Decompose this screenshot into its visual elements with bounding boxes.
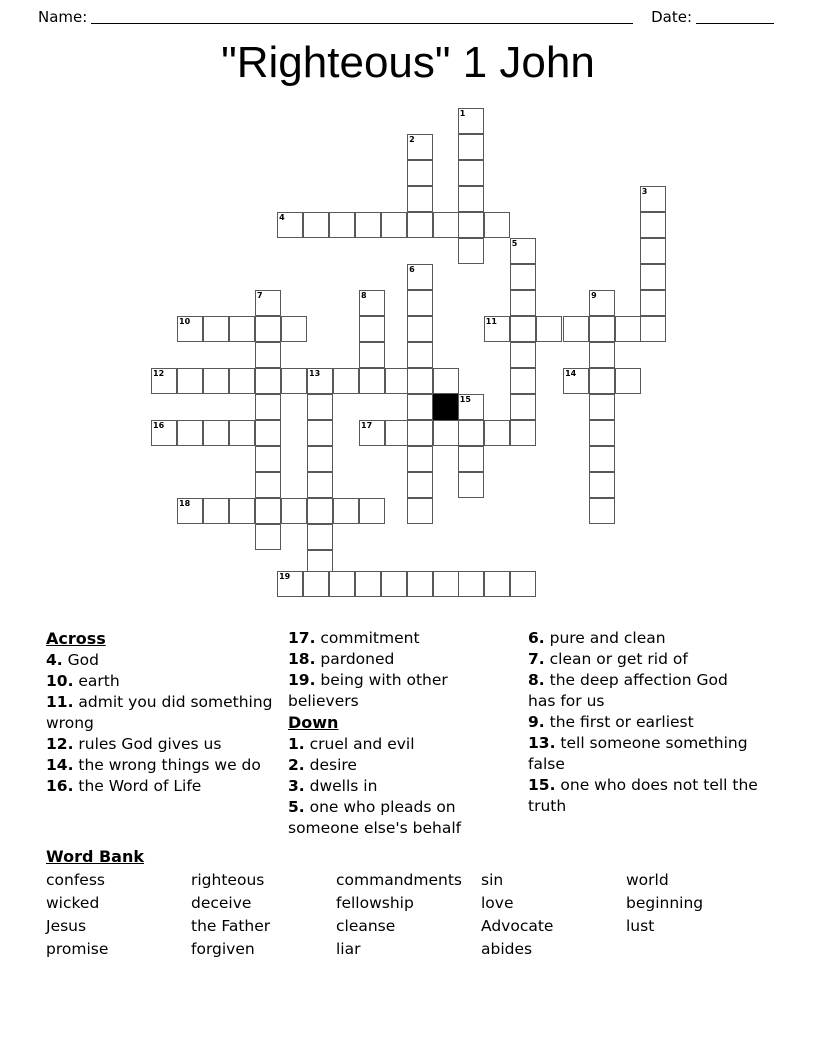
cell-number-14: 14 bbox=[565, 369, 577, 378]
crossword-cell[interactable] bbox=[589, 498, 615, 524]
word-bank-word: deceive bbox=[191, 894, 252, 912]
clue-item bbox=[46, 776, 274, 797]
clue-column-1 bbox=[46, 628, 288, 797]
clue-section-heading-across: Across bbox=[46, 629, 106, 648]
crossword-cell[interactable] bbox=[589, 368, 615, 394]
crossword-cell[interactable] bbox=[177, 368, 203, 394]
crossword-cell[interactable] bbox=[177, 498, 203, 524]
crossword-cell[interactable] bbox=[307, 368, 333, 394]
clue-number: 19. bbox=[288, 671, 316, 689]
crossword-cell[interactable] bbox=[458, 212, 484, 238]
clue-text: admit you did something wrong bbox=[46, 693, 273, 732]
crossword-cell[interactable] bbox=[484, 212, 510, 238]
clue-item bbox=[288, 628, 514, 649]
crossword-cell[interactable] bbox=[277, 212, 303, 238]
crossword-cell[interactable] bbox=[615, 368, 641, 394]
crossword-cell[interactable] bbox=[458, 160, 484, 186]
clue-text: tell someone something false bbox=[528, 734, 748, 773]
crossword-cell[interactable] bbox=[458, 472, 484, 498]
crossword-cell[interactable] bbox=[255, 446, 281, 472]
cell-number-1: 1 bbox=[459, 109, 466, 118]
clue-number: 16. bbox=[46, 777, 74, 795]
crossword-cell[interactable] bbox=[359, 342, 385, 368]
crossword-cell[interactable] bbox=[510, 571, 536, 597]
clue-number: 2. bbox=[288, 756, 305, 774]
crossword-cell[interactable] bbox=[407, 498, 433, 524]
word-bank-word: Jesus bbox=[46, 917, 87, 935]
word-bank-word: world bbox=[626, 871, 669, 889]
crossword-cell[interactable] bbox=[307, 524, 333, 550]
crossword-cell[interactable] bbox=[177, 420, 203, 446]
cell-number-16: 16 bbox=[153, 421, 165, 430]
clue-number: 6. bbox=[528, 629, 545, 647]
clue-item bbox=[288, 734, 514, 755]
crossword-cell[interactable] bbox=[589, 446, 615, 472]
word-bank-column-2 bbox=[191, 869, 336, 961]
crossword-cell[interactable] bbox=[589, 290, 615, 316]
crossword-cell[interactable] bbox=[407, 368, 433, 394]
clue-item bbox=[46, 650, 274, 671]
crossword-cell[interactable] bbox=[640, 290, 666, 316]
word-bank-word: Advocate bbox=[481, 917, 554, 935]
clue-text: dwells in bbox=[304, 777, 378, 795]
crossword-cell[interactable] bbox=[307, 472, 333, 498]
crossword-cell[interactable] bbox=[407, 212, 433, 238]
clue-text: the first or earliest bbox=[544, 713, 694, 731]
crossword-cell[interactable] bbox=[255, 316, 281, 342]
cell-number-18: 18 bbox=[179, 499, 191, 508]
crossword-cell[interactable] bbox=[203, 368, 229, 394]
crossword-cell[interactable] bbox=[563, 368, 589, 394]
cell-number-12: 12 bbox=[153, 369, 165, 378]
crossword-cell[interactable] bbox=[381, 571, 407, 597]
crossword-cell[interactable] bbox=[433, 571, 459, 597]
crossword-cell[interactable] bbox=[589, 420, 615, 446]
clue-number: 17. bbox=[288, 629, 316, 647]
crossword-cell[interactable] bbox=[255, 342, 281, 368]
crossword-cell[interactable] bbox=[458, 238, 484, 264]
clue-text: rules God gives us bbox=[73, 735, 222, 753]
word-bank-section bbox=[46, 846, 772, 961]
crossword-cell[interactable] bbox=[359, 316, 385, 342]
clue-item bbox=[288, 776, 514, 797]
crossword-cell[interactable] bbox=[277, 571, 303, 597]
crossword-cell[interactable] bbox=[407, 446, 433, 472]
crossword-cell[interactable] bbox=[407, 571, 433, 597]
crossword-cell[interactable] bbox=[484, 571, 510, 597]
clue-text: being with other believers bbox=[288, 671, 448, 710]
clue-number: 18. bbox=[288, 650, 316, 668]
crossword-cell[interactable] bbox=[355, 571, 381, 597]
crossword-cell[interactable] bbox=[255, 368, 281, 394]
cell-number-9: 9 bbox=[591, 291, 597, 300]
word-bank-columns bbox=[46, 869, 772, 961]
clue-number: 3. bbox=[288, 777, 305, 795]
crossword-cell[interactable] bbox=[281, 498, 307, 524]
clue-number: 15. bbox=[528, 776, 556, 794]
crossword-cell[interactable] bbox=[151, 420, 177, 446]
clue-column-2 bbox=[288, 628, 528, 839]
crossword-cell[interactable] bbox=[510, 290, 536, 316]
crossword-cell[interactable] bbox=[307, 446, 333, 472]
word-bank-word: love bbox=[481, 894, 514, 912]
clue-item bbox=[46, 671, 274, 692]
word-bank-column-4 bbox=[481, 869, 626, 961]
crossword-cell[interactable] bbox=[510, 316, 536, 342]
crossword-cell[interactable] bbox=[333, 368, 359, 394]
clue-item bbox=[46, 734, 274, 755]
crossword-cell[interactable] bbox=[255, 290, 281, 316]
cell-number-19: 19 bbox=[279, 571, 291, 581]
crossword-cell[interactable] bbox=[255, 472, 281, 498]
clue-item bbox=[528, 628, 758, 649]
clue-text: God bbox=[62, 651, 99, 669]
crossword-cell[interactable] bbox=[589, 472, 615, 498]
crossword-cell[interactable] bbox=[484, 316, 510, 342]
clue-number: 14. bbox=[46, 756, 74, 774]
clue-text: clean or get rid of bbox=[544, 650, 688, 668]
crossword-cell[interactable] bbox=[255, 420, 281, 446]
crossword-cell[interactable] bbox=[458, 446, 484, 472]
crossword-cell[interactable] bbox=[333, 498, 359, 524]
clue-item bbox=[288, 670, 514, 712]
crossword-cell[interactable] bbox=[458, 420, 484, 446]
clue-item bbox=[288, 649, 514, 670]
crossword-cell[interactable] bbox=[484, 420, 510, 446]
crossword-cell[interactable] bbox=[151, 368, 177, 394]
word-bank-column-1 bbox=[46, 869, 191, 961]
clue-number: 9. bbox=[528, 713, 545, 731]
crossword-cell[interactable] bbox=[589, 342, 615, 368]
crossword-cell[interactable] bbox=[407, 264, 433, 290]
crossword-cell[interactable] bbox=[510, 264, 536, 290]
crossword-cell[interactable] bbox=[510, 368, 536, 394]
clue-item bbox=[528, 712, 758, 733]
crossword-cell[interactable] bbox=[255, 394, 281, 420]
crossword-cell[interactable] bbox=[407, 472, 433, 498]
crossword-cell[interactable] bbox=[640, 238, 666, 264]
crossword-cell[interactable] bbox=[359, 420, 385, 446]
clue-number: 13. bbox=[528, 734, 556, 752]
crossword-cell[interactable] bbox=[407, 342, 433, 368]
clue-text: desire bbox=[304, 756, 357, 774]
crossword-cell[interactable] bbox=[458, 108, 484, 134]
clues-section bbox=[46, 628, 772, 839]
clue-section-heading-down: Down bbox=[288, 713, 339, 732]
cell-number-6: 6 bbox=[409, 265, 415, 274]
clue-text: the deep affection God has for us bbox=[528, 671, 728, 710]
word-bank-column-5 bbox=[626, 869, 771, 961]
word-bank-word: wicked bbox=[46, 894, 100, 912]
crossword-cell[interactable] bbox=[307, 498, 333, 524]
crossword-cell[interactable] bbox=[281, 316, 307, 342]
clue-number: 12. bbox=[46, 735, 74, 753]
crossword-cell[interactable] bbox=[229, 498, 255, 524]
crossword-cell[interactable] bbox=[615, 316, 641, 342]
cell-number-2: 2 bbox=[409, 135, 415, 144]
cell-number-8: 8 bbox=[361, 291, 367, 300]
word-bank-word: fellowship bbox=[336, 894, 414, 912]
crossword-cell[interactable] bbox=[433, 368, 459, 394]
crossword-block-cell bbox=[433, 394, 459, 420]
crossword-cell[interactable] bbox=[407, 316, 433, 342]
crossword-cell[interactable] bbox=[203, 420, 229, 446]
cell-number-11: 11 bbox=[485, 317, 497, 326]
crossword-cell[interactable] bbox=[433, 212, 459, 238]
cell-number-5: 5 bbox=[511, 239, 518, 248]
word-bank-word: lust bbox=[626, 917, 655, 935]
crossword-cell[interactable] bbox=[255, 498, 281, 524]
word-bank-word: forgiven bbox=[191, 940, 255, 958]
crossword-cell[interactable] bbox=[458, 571, 484, 597]
clue-item bbox=[528, 775, 758, 817]
clue-item bbox=[528, 733, 758, 775]
crossword-cell[interactable] bbox=[640, 264, 666, 290]
crossword-cell[interactable] bbox=[307, 420, 333, 446]
crossword-cell[interactable] bbox=[355, 212, 381, 238]
crossword-cell[interactable] bbox=[303, 571, 329, 597]
crossword-cell[interactable] bbox=[510, 342, 536, 368]
crossword-cell[interactable] bbox=[359, 368, 385, 394]
clue-text: cruel and evil bbox=[304, 735, 415, 753]
date-label: Date: bbox=[651, 8, 692, 26]
word-bank-column-3 bbox=[336, 869, 481, 961]
clue-text: one who does not tell the truth bbox=[528, 776, 758, 815]
crossword-cell[interactable] bbox=[229, 316, 255, 342]
crossword-cell[interactable] bbox=[307, 394, 333, 420]
crossword-cell[interactable] bbox=[329, 212, 355, 238]
clue-item bbox=[288, 755, 514, 776]
clue-number: 11. bbox=[46, 693, 74, 711]
clue-text: pure and clean bbox=[544, 629, 666, 647]
word-bank-word: sin bbox=[481, 871, 504, 889]
crossword-cell[interactable] bbox=[510, 238, 536, 264]
crossword-cell[interactable] bbox=[589, 316, 615, 342]
clue-text: one who pleads on someone else's behalf bbox=[288, 798, 462, 837]
word-bank-word: beginning bbox=[626, 894, 704, 912]
crossword-cell[interactable] bbox=[589, 394, 615, 420]
crossword-cell[interactable] bbox=[303, 212, 329, 238]
clue-item bbox=[288, 797, 514, 839]
crossword-cell[interactable] bbox=[329, 571, 355, 597]
clue-item bbox=[46, 692, 274, 734]
clue-number: 4. bbox=[46, 651, 63, 669]
crossword-cell[interactable] bbox=[359, 290, 385, 316]
crossword-cell[interactable] bbox=[563, 316, 589, 342]
crossword-cell[interactable] bbox=[510, 394, 536, 420]
crossword-cell[interactable] bbox=[229, 420, 255, 446]
crossword-cell[interactable] bbox=[407, 134, 433, 160]
crossword-cell[interactable] bbox=[177, 316, 203, 342]
word-bank-word: abides bbox=[481, 940, 533, 958]
crossword-cell[interactable] bbox=[458, 134, 484, 160]
word-bank-word: commandments bbox=[336, 871, 462, 889]
page-title: "Righteous" 1 John bbox=[221, 38, 595, 87]
crossword-cell[interactable] bbox=[407, 420, 433, 446]
crossword-cell[interactable] bbox=[640, 186, 666, 212]
crossword-cell[interactable] bbox=[407, 394, 433, 420]
cell-number-7: 7 bbox=[257, 291, 263, 300]
crossword-cell[interactable] bbox=[536, 316, 562, 342]
clue-column-3 bbox=[528, 628, 772, 817]
crossword-cell[interactable] bbox=[229, 368, 255, 394]
crossword-cell[interactable] bbox=[458, 394, 484, 420]
clue-number: 5. bbox=[288, 798, 305, 816]
crossword-cell[interactable] bbox=[407, 186, 433, 212]
clue-text: the wrong things we do bbox=[73, 756, 261, 774]
crossword-cell[interactable] bbox=[281, 368, 307, 394]
word-bank-word: confess bbox=[46, 871, 105, 889]
crossword-cell[interactable] bbox=[433, 420, 459, 446]
cell-number-3: 3 bbox=[641, 187, 648, 196]
crossword-cell[interactable] bbox=[640, 212, 666, 238]
crossword-cell[interactable] bbox=[203, 316, 229, 342]
word-bank-word: the Father bbox=[191, 917, 271, 935]
clue-item bbox=[528, 649, 758, 670]
clue-item bbox=[46, 755, 274, 776]
crossword-cell[interactable] bbox=[510, 420, 536, 446]
word-bank-word: promise bbox=[46, 940, 109, 958]
clue-text: pardoned bbox=[315, 650, 395, 668]
clue-number: 10. bbox=[46, 672, 74, 690]
clue-number: 8. bbox=[528, 671, 545, 689]
crossword-cell[interactable] bbox=[640, 316, 666, 342]
word-bank-word: cleanse bbox=[336, 917, 396, 935]
clue-text: commitment bbox=[315, 629, 420, 647]
clue-text: the Word of Life bbox=[73, 777, 202, 795]
word-bank-word: righteous bbox=[191, 871, 265, 889]
word-bank-heading: Word Bank bbox=[46, 847, 145, 866]
crossword-cell[interactable] bbox=[407, 160, 433, 186]
cell-number-17: 17 bbox=[361, 421, 373, 430]
clue-item bbox=[528, 670, 758, 712]
crossword-cell[interactable] bbox=[407, 290, 433, 316]
cell-number-13: 13 bbox=[309, 369, 321, 378]
crossword-cell[interactable] bbox=[255, 524, 281, 550]
clue-number: 1. bbox=[288, 735, 305, 753]
crossword-cell[interactable] bbox=[458, 186, 484, 212]
crossword-cell[interactable] bbox=[203, 498, 229, 524]
crossword-cell[interactable] bbox=[381, 212, 407, 238]
crossword-cell[interactable] bbox=[359, 498, 385, 524]
clue-number: 7. bbox=[528, 650, 545, 668]
clue-text: earth bbox=[73, 672, 120, 690]
cell-number-10: 10 bbox=[179, 317, 191, 326]
name-label: Name: bbox=[38, 8, 88, 26]
cell-number-15: 15 bbox=[459, 395, 471, 404]
word-bank-word: liar bbox=[336, 940, 361, 958]
cell-number-4: 4 bbox=[279, 213, 285, 222]
